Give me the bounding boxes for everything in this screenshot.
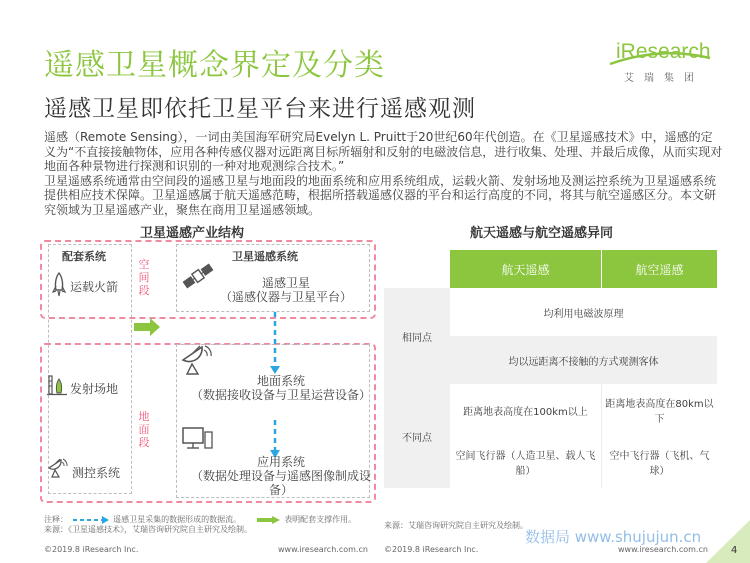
diff-alt-space: 距离地表高度在100km以上 (450, 384, 601, 436)
satellite-label (206, 276, 366, 304)
diff-alt-air: 距离地表高度在80km以下 (601, 384, 717, 436)
table-row (384, 288, 717, 336)
comparison-table (384, 250, 717, 488)
copyright-left: ©2019.8 iResearch Inc. (44, 545, 139, 554)
diff-vehicle-air: 空中飞行器（飞机、气球） (601, 436, 717, 488)
watermark: 数据局 www.shujujun.cn (525, 528, 702, 546)
compare-title: 航天遥感与航空遥感异同 (470, 226, 614, 241)
compare-source: 来源：艾瑞咨询研究院自主研究及绘制。 (384, 521, 528, 530)
intro-text (44, 130, 724, 218)
ground-system-line2: （数据接收设备与卫星运营设备） (190, 388, 371, 402)
page-title: 遥感卫星概念界定及分类 (44, 48, 385, 83)
note-dataflow-arrow-icon (71, 516, 111, 524)
diff-vehicle-space: 空间飞行器（人造卫星、载人飞船） (450, 436, 601, 488)
copyright-right: ©2019.8 iResearch Inc. (384, 545, 479, 554)
row-header-same: 相同点 (384, 288, 450, 384)
support-arrow-icon (132, 316, 162, 338)
rocket-icon (50, 272, 68, 298)
col-header-air: 航空遥感 (601, 250, 717, 288)
sat-system-header: 卫星遥感系统 (232, 250, 298, 263)
corner-decoration-icon (706, 520, 750, 563)
satellite-label-line2: （遥感仪器与卫星平台） (219, 290, 352, 304)
app-system-line2: （数据处理设备与遥感图像制成设备） (190, 469, 371, 497)
note-support-text: 表明配套支撑作用。 (284, 515, 357, 524)
launch-site-icon (46, 374, 68, 396)
intro-paragraph: 遥感（Remote Sensing），一词由美国海军研究局Evelyn L. Pruitt于20世纪60年代创造。在《卫星遥感技术》中，遥感的定义为“不直接接触物体，应用各种传感仪器对远距离目标所辐射和反射的电磁波信息，进行收集、处理、并最后成像，从而实现对地面各种景物进行探测和识别的一种对地观测综合技术。” (44, 130, 723, 174)
table-row (384, 384, 717, 436)
logo-text-cn: 艾瑞集团 (624, 73, 704, 84)
logo-text: iResearch (616, 40, 711, 63)
space-segment-label: 空间段 (138, 258, 150, 297)
intro-paragraph: 卫星遥感系统通常由空间段的遥感卫星与地面段的地面系统和应用系统组成，运载火箭、发射场地及测运控系统为卫星遥感系统提供相应技术保障。卫星遥感属于航天遥感范畴，根据所搭载遥感仪器的平台和运行高度的不同，将其与航空遥感区分。本文研究领域为卫星遥感产业，聚焦在商用卫星遥感领域。 (44, 173, 717, 217)
note-dataflow-text: 遥感卫星采集的数据形成的数据流。 (113, 515, 242, 524)
site-right: www.iresearch.com.cn (618, 545, 708, 554)
same-cell-2: 均以远距离不接触的方式观测客体 (450, 336, 717, 384)
launch-site-label: 发射场地 (70, 382, 119, 396)
ground-segment-label: 地面段 (138, 410, 150, 449)
satellite-label-line1: 遥感卫星 (261, 276, 310, 290)
control-label: 测控系统 (72, 466, 121, 480)
col-header-space: 航天遥感 (450, 250, 601, 288)
page-subtitle: 遥感卫星即依托卫星平台来进行遥感观测 (44, 96, 476, 122)
ground-station-dish-icon (180, 344, 214, 376)
tracking-antenna-icon (46, 456, 68, 480)
site-left: www.iresearch.com.cn (278, 545, 368, 554)
rocket-label: 运载火箭 (70, 280, 119, 294)
note-support-arrow-icon (256, 516, 282, 524)
app-system-label (190, 455, 372, 497)
table-corner (384, 250, 450, 288)
chain-source: 来源：《卫星遥感技术》，艾瑞咨询研究院自主研究及绘制。 (44, 525, 252, 534)
computer-icon (180, 426, 214, 454)
app-system-line1: 应用系统 (256, 455, 305, 469)
iresearch-logo (606, 38, 716, 90)
page-number: 4 (731, 545, 738, 556)
ground-system-line1: 地面系统 (256, 374, 305, 388)
ground-system-label (190, 374, 372, 402)
row-header-diff: 不同点 (384, 384, 450, 488)
chain-title: 卫星遥感产业结构 (140, 226, 245, 241)
note-prefix: 注释： (44, 515, 68, 524)
same-cell-1: 均利用电磁波原理 (450, 288, 717, 336)
support-header: 配套系统 (62, 250, 106, 263)
